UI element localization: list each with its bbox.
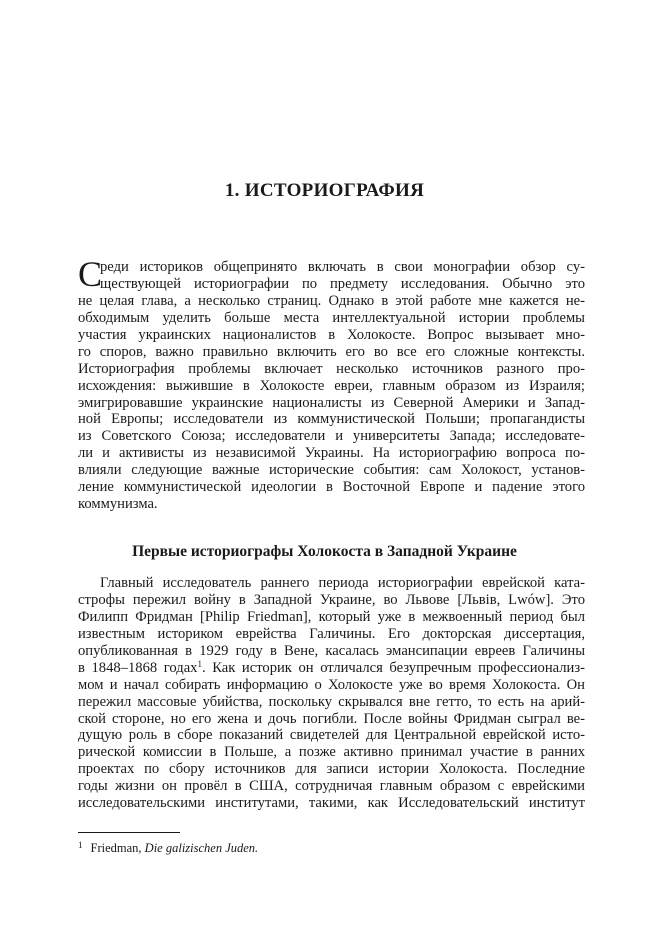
footnote-title: Die galizischen Juden. xyxy=(144,841,259,855)
intro-paragraph xyxy=(78,254,585,513)
text-line: ществующей историографии по предмету исследования. Обычно это xyxy=(100,275,585,292)
text-line: ли и активисты из независимой Украины. На историографию вопроса по- xyxy=(78,445,585,462)
text-line: дущую роль в сборе показаний свидетелей для Центральной еврейской исто- xyxy=(78,727,585,744)
footnote-reference[interactable]: 1 xyxy=(197,658,202,669)
text-line: коммунизма. xyxy=(78,496,158,513)
text-fragment: . Как историк он отличался безупречным профессионализ- xyxy=(201,659,585,676)
text-line: проектах по сбору источников для записи истории Холокоста. Последние xyxy=(78,761,585,778)
footnote-divider xyxy=(78,832,180,833)
text-line: исхождения: выжившие в Холокосте евреи, главным образом из Израиля; xyxy=(78,377,585,394)
text-line: обходимым уделить больше места интеллектуальной истории проблемы xyxy=(78,309,585,326)
text-line: ной Европы; исследователи из коммунистической Польши; пропагандисты xyxy=(78,411,585,428)
text-line: ление коммунистической идеологии в Восточной Европе и падение этого xyxy=(78,479,585,496)
text-line: реди историков общепринято включать в свои монографии обзор су- xyxy=(100,259,585,275)
text-line: из Советского Союза; исследователи и университеты Запада; исследовате- xyxy=(78,428,585,445)
text-line: пережил массовые убийства, поскольку скрывался вне гетто, то есть на арий- xyxy=(78,693,585,710)
footnote-number: 1 xyxy=(78,840,83,850)
drop-cap: С xyxy=(78,254,103,294)
text-line-with-footnote xyxy=(78,660,585,677)
chapter-title: 1. ИСТОРИОГРАФИЯ xyxy=(224,180,425,201)
text-fragment: в 1848–1868 годах xyxy=(78,659,198,676)
text-line: рической комиссии в Польше, а позже активно принимал участие в ранних xyxy=(78,744,585,761)
text-line: Главный исследователь раннего периода историографии еврейской ката- xyxy=(100,575,585,591)
section-paragraph xyxy=(78,575,585,812)
text-line: участия украинских националистов в Холокосте. Вопрос вызывает мно- xyxy=(78,326,585,343)
text-line: опубликованная в 1929 году в Вене, касалась эмансипации евреев Галичины xyxy=(78,642,585,659)
footnote-author: Friedman, xyxy=(90,841,142,855)
footnote xyxy=(78,840,258,856)
section-heading: Первые историографы Холокоста в Западной Украине xyxy=(132,543,517,560)
text-line: годы жизни он провёл в США, сотрудничая главным образом с еврейскими xyxy=(78,778,585,795)
text-line: ской стороне, но его жена и дочь погибли. После войны Фридман сыграл ве- xyxy=(78,710,585,727)
text-line: эмигрировавшие украинские националисты из Северной Америки и Запад- xyxy=(78,394,585,411)
text-line: го споров, важно правильно включить его во все его сложные контексты. xyxy=(78,343,585,360)
text-line: исследовательскими институтами, такими, как Исследовательский институт xyxy=(78,795,585,812)
text-line: не целая глава, а несколько страниц. Однако в этой работе мне кажется не- xyxy=(78,292,585,309)
text-line: строфы пережил войну в Западной Украине, во Львове [Львів, Lwów]. Это xyxy=(78,591,585,608)
text-line: мом и начал собирать информацию о Холокосте уже во время Холокоста. Он xyxy=(78,676,585,693)
text-line: известным историком еврейства Галичины. Его докторская диссертация, xyxy=(78,625,585,642)
text-line: влияли следующие важные исторические события: сам Холокост, установ- xyxy=(78,462,585,479)
text-line: Филипп Фридман [Philip Friedman], который уже в межвоенный период был xyxy=(78,608,585,625)
text-line: Историография проблемы включает несколько источников разного про- xyxy=(78,360,585,377)
